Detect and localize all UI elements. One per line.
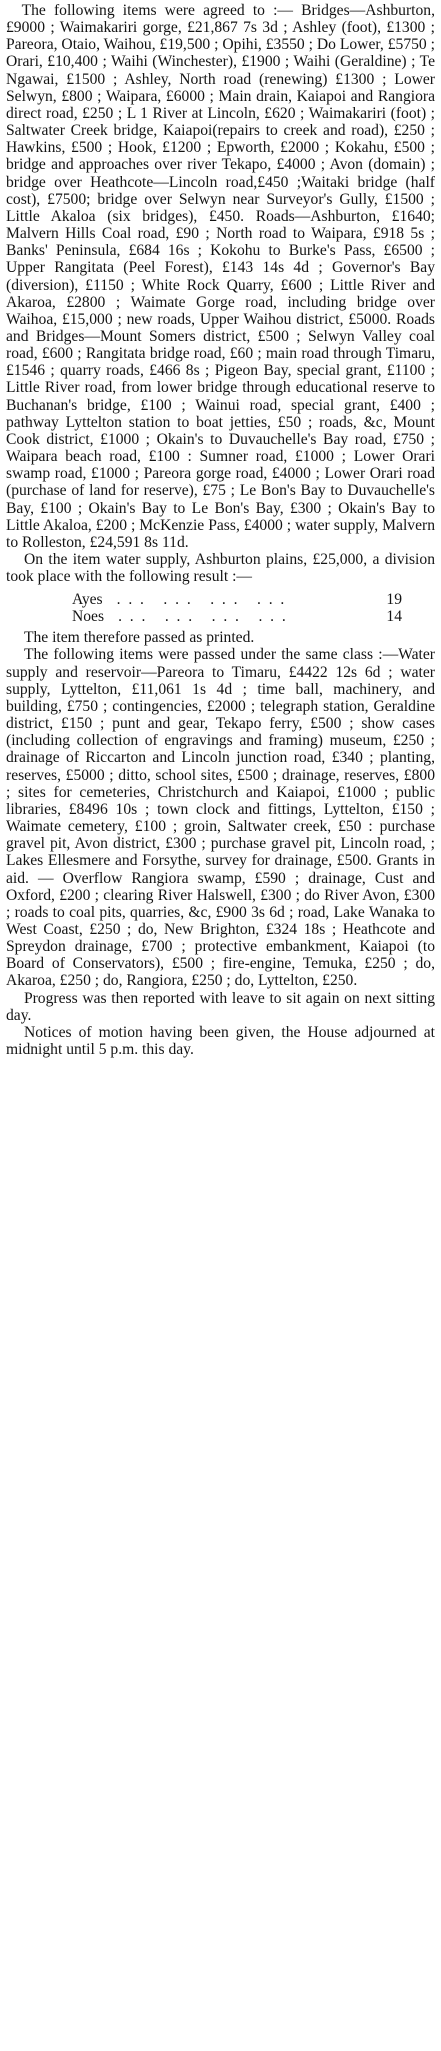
leader-dots: ... ... ... ...: [116, 591, 293, 609]
paragraph-items-passed: The following items were passed under the same class :—Water supply and reservoir—Pareora to Timaru, £4422 12s 6d ; water supply, Lyttelton, £11,061 1s 4d ; time ball, machinery, and building, £750 ; contingencies, £2000 ; telegraph station, Geraldine district, £150 ; punt and gear, Tekapo ferry, £500 ; show cases (including collection of engravings and framing) museum, £250 ; drainage of Riccarton and Lincoln junction road, £340 ; planting, reserves, £5000 ; ditto, school sites, £500 ; drainage, reserves, £800 ; sites for cemeteries, Christchurch and Kaiapoi, £1000 ; public libraries, £8496 10s ; town clock and fittings, Lyttelton, £150 ; Waimate cemetery, £100 ; groin, Saltwater creek, £50 : purchase gravel pit, Avon district, £300 ; purchase gravel pit, Lincoln road, ; Lakes Ellesmere and Forsythe, survey for drainage, £500. Grants in aid. — Overflow Rangiora swamp, £590 ; drainage, Cust and Oxford, £200 ; clearing River Halswell, £300 ; do River Avon, £300 ; roads to coal pits, quarries, &c, £900 3s 6d ; road, Lake Wanaka to West Coast, £250 ; do, New Brighton, £324 18s ; Heathcote and Spreydon drainage, £700 ; protective embankment, Kaiapoi (to Board of Conservators), £500 ; fire-engine, Temuka, £250 ; do, Akaroa, £250 ; do, Rangiora, £250 ; do, Lyttelton, £250.: [6, 646, 435, 990]
division-count: 19: [386, 591, 402, 609]
paragraph-progress: Progress was then reported with leave to sit again on next sitting day.: [6, 989, 435, 1024]
paragraph-division-intro: On the item water supply, Ashburton plains, £25,000, a division took place with the following result :—: [6, 551, 435, 586]
paragraph-adjourned: Notices of motion having been given, the House adjourned at midnight until 5 p.m. this day.: [6, 1023, 435, 1059]
leader-dots: ... ... ... ...: [118, 608, 294, 626]
division-row-noes: [72, 608, 402, 625]
division-row-ayes: [72, 591, 402, 608]
division-count: 14: [386, 608, 402, 626]
division-result: [6, 591, 402, 625]
paragraph-item-passed: The item therefore passed as printed.: [23, 629, 255, 647]
division-label: Ayes: [72, 591, 103, 609]
paragraph-items-agreed: The following items were agreed to :— Bridges—Ashburton, £9000 ; Waimakariri gorge, £21,867 7s 3d ; Ashley (foot), £1300 ; Pareora, Otaio, Waihou, £19,500 ; Opihi, £3550 ; Do Lower, £5750 ; Orari, £10,400 ; Waihi (Winchester), £1900 ; Waihi (Geraldine) ; Te Ngawai, £1500 ; Ashley, North road (renewing) £1300 ; Lower Selwyn, £800 ; Waipara, £6000 ; Main drain, Kaiapoi and Rangiora direct road, £250 ; L 1 River at Lincoln, £620 ; Waimakariri (foot) ; Saltwater Creek bridge, Kaiapoi(repairs to creek and road), £250 ; Hawkins, £500 ; Hook, £1200 ; Epworth, £2000 ; Kokahu, £500 ; bridge and approaches over river Tekapo, £4000 ; Avon (domain) ; bridge over Heathcote—Lincoln road,£450 ;Waitaki bridge (half cost), £7500; bridge over Selwyn near Surveyor's Gully, £1500 ; Little Akaloa (six bridges), £450. Roads—Ashburton, £1640; Malvern Hills Coal road, £90 ; North road to Waipara, £918 5s ; Banks' Peninsula, £684 16s ; Kokohu to Burke's Pass, £6500 ; Upper Rangitata (Peel Forest), £143 14s 4d ; Governor's Bay (diversion), £1150 ; White Rock Quarry, £600 ; Little River and Akaroa, £2800 ; Waimate Gorge road, including bridge over Waihoa, £15,000 ; new roads, Upper Waihou district, £5000. Roads and Bridges—Mount Somers district, £500 ; Selwyn Valley coal road, £600 ; Rangitata bridge road, £60 ; main road through Timaru, £1546 ; quarry roads, £466 8s ; Pigeon Bay, special grant, £1100 ; Little River road, from lower bridge through educational reserve to Buchanan's bridge, £100 ; Wainui road, special grant, £400 ; pathway Lyttelton station to boat jetties, £50 ; roads, &c, Mount Cook district, £1000 ; Okain's to Duvauchelle's Bay road, £750 ; Waipara beach road, £100 : Sumner road, £1000 ; Lower Orari swamp road, £1000 ; Pareora gorge road, £4000 ; Lower Orari road (purchase of land for reserve), £75 ; Le Bon's Bay to Duvauchelle's Bay, £100 ; Okain's Bay to Le Bon's Bay, £300 ; Okain's Bay to Little Akaloa, £200 ; McKenzie Pass, £4000 ; water supply, Malvern to Rolleston, £24,591 8s 11d.: [6, 2, 435, 551]
division-label: Noes: [72, 608, 105, 626]
